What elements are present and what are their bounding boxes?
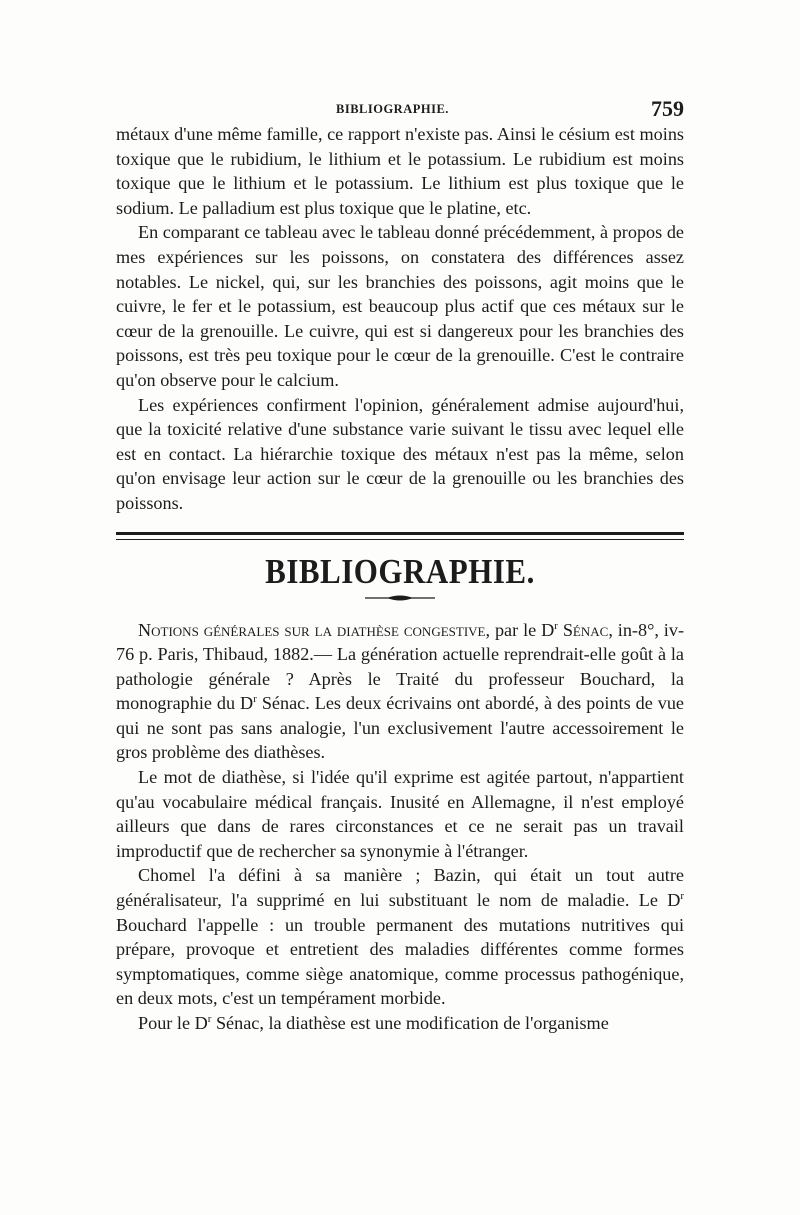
paragraph-senac	[116, 1011, 684, 1036]
paragraph-2: En comparant ce tableau avec le tableau donné précédemment, à propos de mes expériences sur les poissons, on constatera des différences assez notables. Le nickel, qui, sur les branchies des poissons, agit moins que le cuivre, le fer et le potassium, est beaucoup plus actif que ces métaux sur le cœur de la grenouille. Le cuivre, qui est si dangereux pour les branchies des poissons, est très peu toxique pour le cœur de la grenouille. C'est le contraire qu'on observe pour le calcium.	[116, 222, 684, 390]
book-page	[116, 96, 684, 1036]
page-number: 759	[651, 96, 684, 121]
ornament-icon	[365, 594, 435, 602]
section-divider	[116, 532, 684, 540]
senac-text-1: Pour le D	[138, 1013, 208, 1033]
page-header	[116, 96, 684, 122]
paragraph-3: Les expériences confirment l'opinion, généralement admise aujourd'hui, que la toxicité relative d'une substance varie suivant le tissu avec lequel elle est en contact. La hiérarchie toxique des métaux n'est pas la même, selon qu'on envisage leur action sur le cœur de la grenouille ou les branchies des poissons.	[116, 394, 684, 513]
running-title: BIBLIOGRAPHIE.	[336, 102, 449, 116]
chomel-text-1: Chomel l'a défini à sa manière ; Bazin, qui était un tout autre généralisateur, l'a supprimé en lui substituant le nom de maladie. Le D	[116, 865, 684, 911]
bibliography-entry	[116, 618, 684, 766]
entry-text-2: Sénac. Les deux écrivains ont abordé, à des points de vue qui ne sont pas sans analogie, l'un exclusivement l'autre accessoirement le gros problème des diathèses.	[116, 693, 684, 763]
entry-text-1: in-8°, iv-76 p. Paris, Thibaud, 1882.— La génération actuelle reprendrait-elle goût à la pathologie générale ? Après le Traité du professeur Bouchard, la monographie du D	[116, 619, 685, 714]
divider-thick-rule	[116, 532, 684, 535]
entry-heading: Notions générales sur la diathèse congestive,	[138, 619, 491, 640]
divider-thin-rule	[116, 539, 684, 540]
senac-text-2: Sénac, la diathèse est une modification de l'organisme	[215, 1013, 609, 1033]
doctor-sup-1: r	[253, 693, 257, 706]
paragraph-diathese: Le mot de diathèse, si l'idée qu'il exprime est agitée partout, n'appartient qu'au vocabulaire médical français. Inusité en Allemagne, il n'est employé ailleurs que dans de rares circonstances et ce ne serait pas un travail improductif que de rechercher sa synonymie à l'étranger.	[116, 767, 684, 861]
doctor-sup-3: r	[207, 1012, 212, 1025]
paragraph-1: métaux d'une même famille, ce rapport n'existe pas. Ainsi le césium est moins toxique que le rubidium, le lithium et le potassium. Le rubidium est moins toxique que le lithium et le potassium. Le lithium est plus toxique que le sodium. Le palladium est plus toxique que le platine, etc.	[116, 124, 684, 218]
author-prefix: par le D	[494, 619, 555, 640]
author-name: Sénac,	[562, 619, 613, 640]
doctor-sup-2: r	[680, 889, 684, 902]
chomel-text-2: Bouchard l'appelle : un trouble permanent des mutations nutritives qui prépare, provoque et entretient des maladies différentes comme formes symptomatiques, comme siège anatomique, comme processus pathogénique, en deux mots, c'est un tempérament morbide.	[116, 914, 684, 1009]
section-title: BIBLIOGRAPHIE.	[265, 551, 535, 591]
paragraph-chomel	[116, 863, 684, 1011]
author-title-sup: r	[554, 619, 558, 632]
